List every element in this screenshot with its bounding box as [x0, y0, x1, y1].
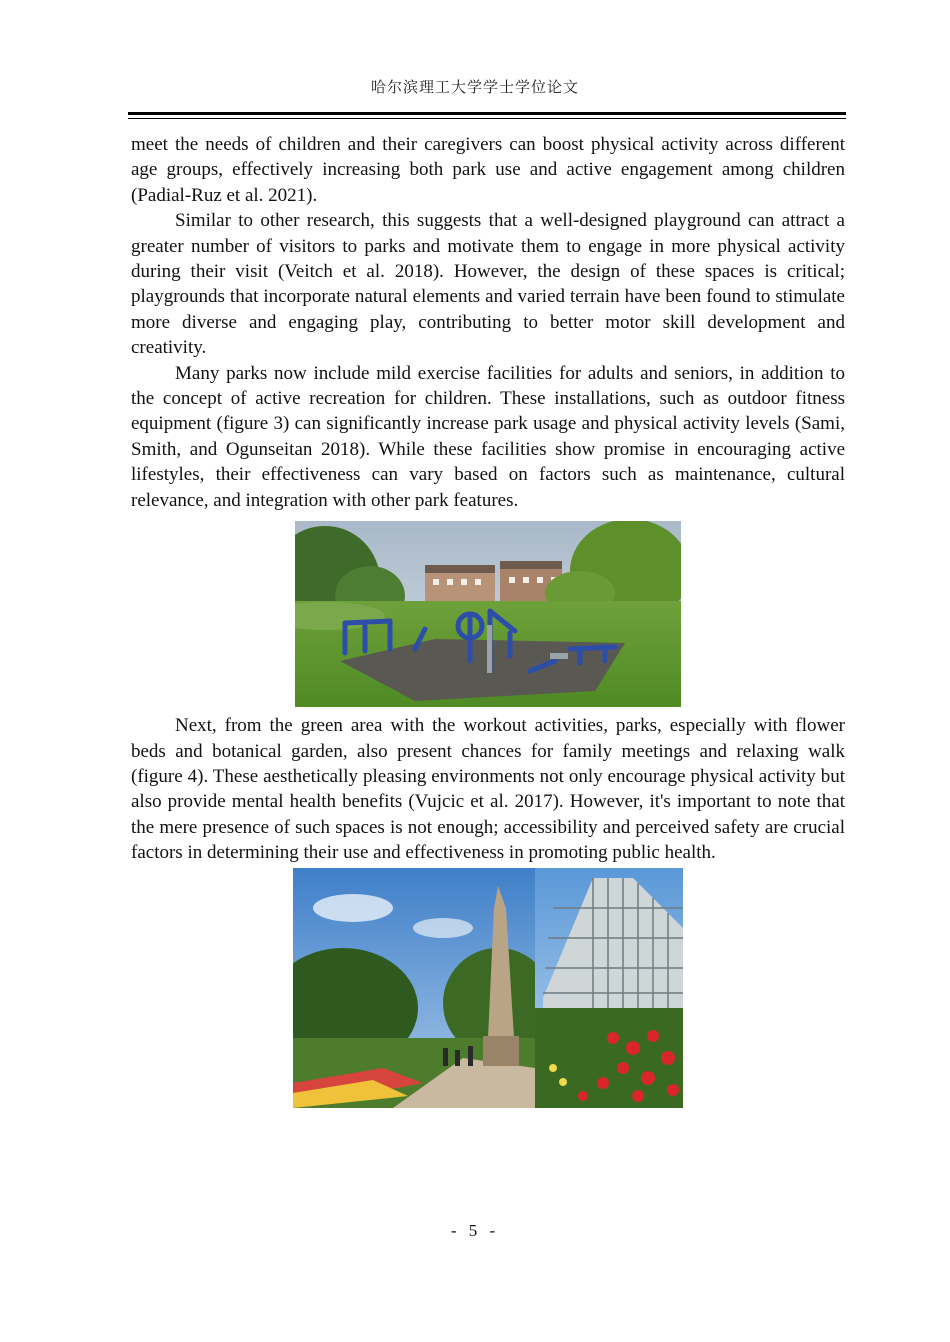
- running-header: 哈尔滨理工大学学士学位论文: [370, 78, 579, 96]
- park-and-botanical-garden-photo: [293, 868, 683, 1108]
- header-rule-thick: [128, 112, 846, 115]
- paragraph-flower-beds: Next, from the green area with the workout activities, parks, especially with flower beds and botanical garden, also present chances for family meetings and relaxing walk (figure 4). These aesthetically pleasing environments not only encourage physical activity but also provide mental health benefits (Vujcic et al. 2017). However, it's important to note that the mere presence of such spaces is not enough; accessibility and perceived safety are crucial factors in determining their use and effectiveness in promoting public health.: [131, 715, 845, 864]
- paragraph-exercise-facilities: Many parks now include mild exercise facilities for adults and seniors, in addition to the concept of active recreation for children. These installations, such as outdoor fitness equipment (figure 3) can significantly increase park usage and physical activity levels (Sami, Smith, and Ogunseitan 2018). While these facilities show promise in encouraging active lifestyles, their effectiveness can vary based on factors such as maintenance, cultural relevance, and integration with other park features.: [131, 362, 845, 511]
- paragraph-playground: Similar to other research, this suggests that a well-designed playground can attract a greater number of visitors to parks and motivate them to engage in more physical activity during their visit (Veitch et al. 2018). However, the design of these spaces is critical; playgrounds that incorporate natural elements and varied terrain have been found to stimulate more diverse and engaging play, contributing to better motor skill development and creativity.: [131, 210, 845, 359]
- header-rule-thin: [128, 118, 846, 119]
- outdoor-fitness-equipment-photo: [295, 521, 681, 707]
- body-text: [131, 132, 845, 1108]
- page-number: - 5 -: [450, 1221, 500, 1240]
- paragraph-continued: meet the needs of children and their caregivers can boost physical activity across different age groups, effectively increasing both park use and active engagement among children (Padial-Ruz et al. 2021).: [131, 134, 845, 206]
